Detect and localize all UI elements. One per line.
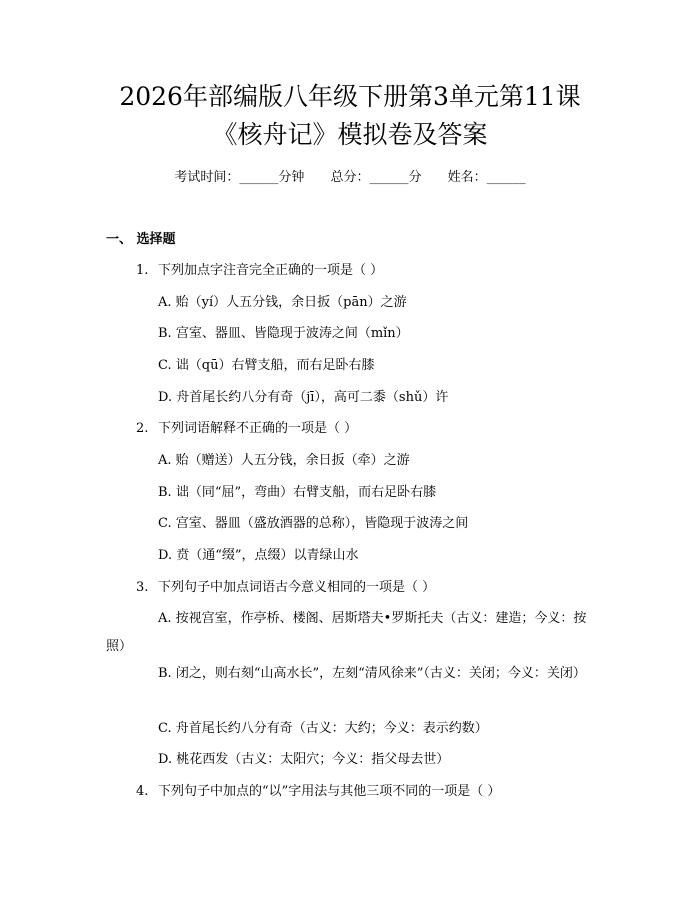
q2-option-c: C. 宫室、器皿（盛放酒器的总称），皆隐现于波涛之间 [158, 516, 469, 531]
question-2 [136, 420, 616, 438]
question-stem: 下列词语解释不正确的一项是（ ） [158, 421, 358, 436]
q1-option-b: B. 宫室、器皿、皆隐现于波涛之间（mǐn） [158, 326, 409, 341]
exam-score: 总分：______分 [330, 170, 422, 185]
question-1 [136, 262, 616, 280]
exam-name: 姓名：______ [447, 170, 526, 185]
page-title-line2: 《核舟记》模拟卷及答案 [212, 120, 488, 149]
exam-meta [0, 169, 700, 187]
question-number: 3. [136, 580, 149, 595]
question-3 [136, 579, 616, 597]
question-stem: 下列加点字注音完全正确的一项是（ ） [158, 263, 384, 278]
q2-option-d: D. 贲（通“缀”，点缀）以青绿山水 [158, 548, 359, 563]
q3-option-a: A. 按视宫室，作亭桥、楼阁、居斯塔夫•罗斯托夫（古义：建造；今义：按照） [106, 611, 587, 654]
question-stem: 下列句子中加点的“以”字用法与其他三项不同的一项是（ ） [158, 784, 501, 799]
q1-option-a: A. 贻（yí）人五分钱，余日扳（pān）之游 [158, 295, 407, 310]
question-number: 2. [136, 421, 149, 436]
q1-option-d: D. 舟首尾长约八分有奇（jī），高可二黍（shǔ）许 [158, 390, 449, 405]
q2-option-b: B. 诎（同“屈”，弯曲）右臂支船，而右足卧右膝 [158, 485, 437, 500]
q3-option-c: C. 舟首尾长约八分有奇（古义：大约；今义：表示约数） [158, 721, 488, 736]
page-title-line1: 2026年部编版八年级下册第3单元第11课 [119, 82, 581, 111]
question-number: 4. [136, 784, 149, 799]
exam-time: 考试时间：______分钟 [174, 170, 305, 185]
question-number: 1. [136, 263, 149, 278]
question-4 [136, 783, 616, 801]
q3-option-d: D. 桃花西发（古义：太阳穴；今义：指父母去世） [158, 752, 450, 767]
question-stem: 下列句子中加点词语古今意义相同的一项是（ ） [158, 580, 436, 595]
section-heading-choice: 一、 选择题 [106, 232, 176, 247]
q3-option-b: B. 闭之，则右刻“山高水长”，左刻“清风徐来”（古义：关闭；今义：关闭） [158, 666, 586, 681]
q2-option-a: A. 贻（赠送）人五分钱，余日扳（牵）之游 [158, 453, 410, 468]
q1-option-c: C. 诎（qū）右臂支船，而右足卧右膝 [158, 358, 375, 373]
